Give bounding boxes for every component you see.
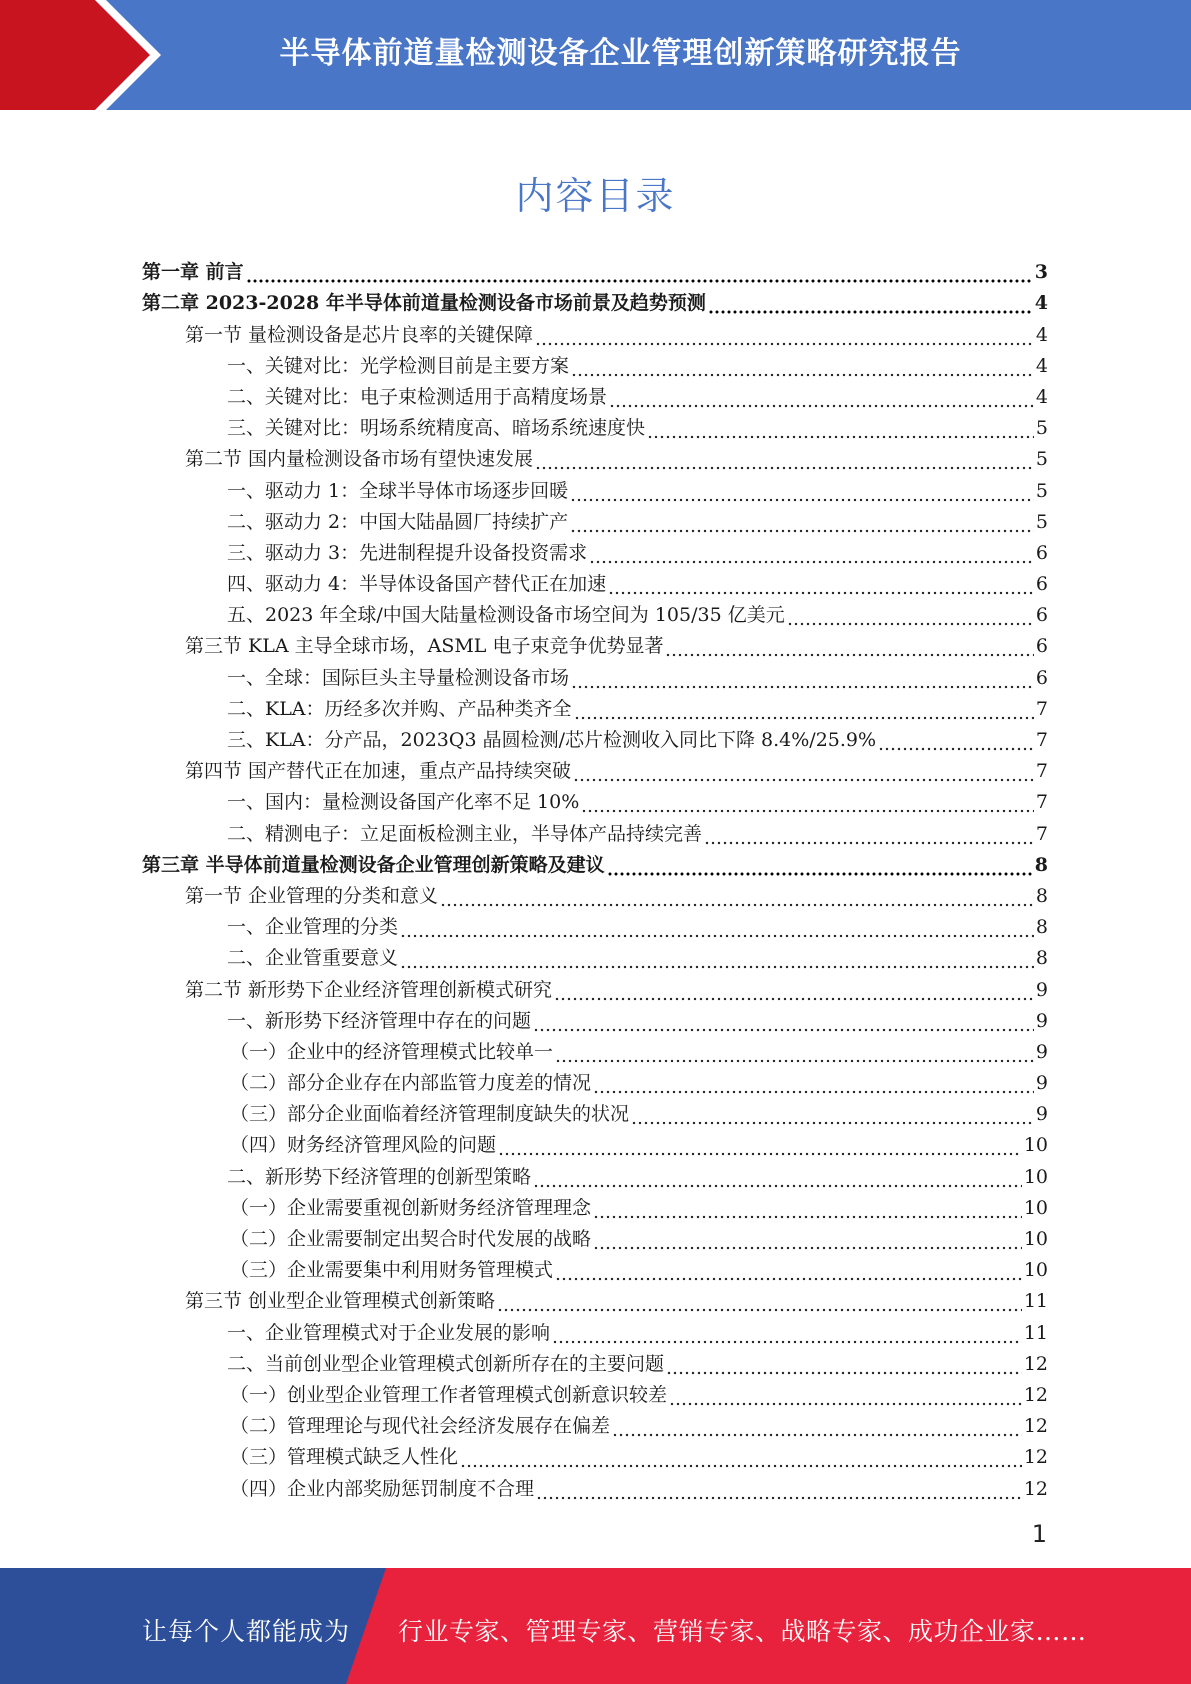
toc-entry[interactable] [142, 1283, 1048, 1314]
dot-leader [555, 1263, 1022, 1283]
dot-leader [570, 515, 1034, 535]
toc-entry-page: 6 [1035, 666, 1048, 689]
toc-entry-title: （三）企业需要集中利用财务管理模式 [230, 1259, 554, 1282]
toc-entry-page: 12 [1023, 1446, 1048, 1469]
toc-entry-title: （二）管理理论与现代社会经济发展存在偏差 [230, 1415, 611, 1438]
toc-entry-page: 8 [1035, 916, 1048, 939]
toc-entry-page: 5 [1035, 448, 1048, 471]
toc-entry-title: 第三节 KLA 主导全球市场，ASML 电子束竞争优势显著 [185, 635, 664, 658]
toc-entry[interactable] [142, 535, 1048, 566]
toc-entry[interactable] [142, 1408, 1048, 1439]
toc-entry-page: 7 [1035, 791, 1048, 814]
dot-leader [552, 1326, 1022, 1346]
dot-leader [589, 546, 1034, 566]
toc-entry[interactable] [142, 628, 1048, 659]
toc-entry-page: 7 [1035, 729, 1048, 751]
toc-entry[interactable] [142, 971, 1048, 1002]
dot-leader [535, 452, 1034, 472]
dot-leader [497, 1294, 1022, 1314]
dot-leader [570, 484, 1034, 504]
header-banner [0, 0, 1191, 110]
dot-leader [536, 1482, 1022, 1502]
toc-entry[interactable] [142, 348, 1048, 379]
toc-entry[interactable] [142, 753, 1048, 784]
dot-leader [571, 359, 1034, 379]
dot-leader [708, 296, 1033, 316]
toc-entry-title: 四、驱动力 4：半导体设备国产替代正在加速 [227, 573, 607, 596]
toc-entry[interactable] [142, 815, 1048, 846]
toc-entry[interactable] [142, 472, 1048, 503]
dot-leader [607, 858, 1033, 878]
toc-entry-page: 6 [1035, 635, 1048, 658]
toc-entry-page: 9 [1035, 1009, 1048, 1032]
dot-leader [669, 1388, 1022, 1408]
toc-entry[interactable] [142, 909, 1048, 940]
toc-entry-page: 5 [1035, 417, 1048, 440]
toc-entry[interactable] [142, 1346, 1048, 1377]
toc-entry-title: 三、关键对比：明场系统精度高、暗场系统速度快 [227, 417, 646, 440]
dot-leader [581, 795, 1034, 815]
dot-leader [533, 1014, 1034, 1034]
dot-leader [593, 1076, 1034, 1096]
toc-entry[interactable] [142, 441, 1048, 472]
dot-leader [878, 733, 1034, 753]
toc-entry[interactable] [142, 878, 1048, 909]
toc-entry-page: 8 [1035, 947, 1048, 970]
toc-entry[interactable] [142, 316, 1048, 347]
toc-entry-title: （二）企业需要制定出契合时代发展的战略 [230, 1228, 592, 1250]
toc-entry-page: 7 [1035, 760, 1048, 783]
dot-leader [609, 390, 1034, 410]
toc-entry-title: 第三节 创业型企业管理模式创新策略 [185, 1290, 496, 1313]
toc-entry-title: 三、KLA：分产品，2023Q3 晶圆检测/芯片检测收入同比下降 8.4%/25.9% [227, 729, 877, 751]
toc-heading: 内容目录 [515, 174, 676, 218]
toc-entry-title: 三、驱动力 3：先进制程提升设备投资需求 [227, 541, 588, 564]
dot-leader [440, 889, 1034, 909]
dot-leader [555, 1045, 1034, 1065]
toc-entry[interactable] [142, 1158, 1048, 1189]
toc-entry-title: （一）创业型企业管理工作者管理模式创新意识较差 [230, 1383, 668, 1406]
toc-entry-page: 9 [1035, 978, 1048, 1001]
dot-leader [665, 639, 1033, 659]
dot-leader [787, 608, 1034, 628]
toc-entry-page: 4 [1034, 292, 1048, 315]
toc-entry[interactable] [142, 784, 1048, 815]
report-title: 半导体前道量检测设备企业管理创新策略研究报告 [279, 36, 962, 71]
toc-entry-title: （一）企业需要重视创新财务经济管理理念 [230, 1196, 592, 1219]
toc-entry-title: 第一章 前言 [142, 261, 244, 284]
toc-entry[interactable] [142, 1127, 1048, 1158]
toc-entry-page: 6 [1035, 541, 1048, 564]
toc-entry-page: 11 [1023, 1321, 1048, 1344]
toc-entry-page: 12 [1023, 1383, 1048, 1406]
toc-entry[interactable] [142, 1065, 1048, 1096]
dot-leader [574, 702, 1034, 722]
dot-leader [647, 421, 1034, 441]
toc-entry[interactable] [142, 597, 1048, 628]
footer-slogan-right: 行业专家、管理专家、营销专家、战略专家、成功企业家…… [398, 1617, 1087, 1646]
toc-entry-page: 6 [1035, 604, 1048, 627]
toc-entry-title: 一、国内：量检测设备国产化率不足 10% [227, 791, 580, 814]
toc-entry-title: 二、驱动力 2：中国大陆晶圆厂持续扩产 [227, 510, 569, 533]
toc-entry-page: 9 [1035, 1072, 1048, 1095]
toc-entry[interactable] [142, 940, 1048, 971]
dot-leader [608, 577, 1034, 597]
toc-entry-title: 二、新形势下经济管理的创新型策略 [227, 1165, 532, 1188]
toc-entry[interactable] [142, 1252, 1048, 1283]
dot-leader [666, 1357, 1022, 1377]
toc-entry-title: （四）企业内部奖励惩罚制度不合理 [230, 1477, 535, 1500]
toc-entry-page: 10 [1023, 1228, 1048, 1250]
toc-entry-title: 一、全球：国际巨头主导量检测设备市场 [227, 666, 570, 689]
table-of-contents [142, 254, 1048, 1502]
toc-entry-title: 二、KLA：历经多次并购、产品种类齐全 [227, 697, 572, 720]
toc-entry-page: 10 [1023, 1259, 1048, 1282]
dot-leader [554, 983, 1034, 1003]
toc-entry[interactable] [142, 1096, 1048, 1127]
dot-leader [612, 1419, 1022, 1439]
toc-entry-title: 一、企业管理模式对于企业发展的影响 [227, 1321, 551, 1344]
dot-leader [400, 951, 1034, 971]
dot-leader [533, 1170, 1022, 1190]
toc-entry[interactable] [142, 1034, 1048, 1065]
toc-entry-page: 8 [1035, 884, 1048, 907]
toc-entry[interactable] [142, 410, 1048, 441]
toc-entry[interactable] [142, 1190, 1048, 1221]
dot-leader [571, 671, 1034, 691]
dot-leader [573, 764, 1034, 784]
toc-entry[interactable] [142, 379, 1048, 410]
toc-entry-title: （三）管理模式缺乏人性化 [230, 1446, 459, 1469]
toc-entry-title: 二、企业管重要意义 [227, 947, 399, 970]
toc-entry-title: 第二节 新形势下企业经济管理创新模式研究 [185, 978, 553, 1001]
toc-entry[interactable] [142, 659, 1048, 690]
toc-entry-page: 7 [1035, 697, 1048, 720]
toc-entry[interactable] [142, 1221, 1048, 1252]
toc-entry-title: 第三章 半导体前道量检测设备企业管理创新策略及建议 [142, 853, 605, 876]
toc-entry-title: 第一节 量检测设备是芯片良率的关键保障 [185, 323, 534, 346]
toc-entry-page: 12 [1023, 1477, 1048, 1500]
toc-entry-title: 二、当前创业型企业管理模式创新所存在的主要问题 [227, 1352, 665, 1375]
toc-entry-page: 10 [1023, 1196, 1048, 1219]
toc-entry-title: 第四节 国产替代正在加速，重点产品持续突破 [185, 760, 572, 783]
toc-entry[interactable] [142, 847, 1048, 878]
dot-leader [593, 1201, 1022, 1221]
toc-entry-title: 五、2023 年全球/中国大陆量检测设备市场空间为 105/35 亿美元 [227, 604, 785, 627]
toc-entry-title: 第二章 2023-2028 年半导体前道量检测设备市场前景及趋势预测 [142, 292, 706, 315]
toc-entry-page: 7 [1035, 822, 1048, 845]
toc-entry-page: 6 [1035, 573, 1048, 596]
toc-entry-page: 10 [1023, 1134, 1048, 1157]
toc-entry[interactable] [142, 504, 1048, 535]
toc-entry-page: 12 [1023, 1352, 1048, 1375]
toc-entry[interactable] [142, 1377, 1048, 1408]
toc-entry-title: 二、关键对比：电子束检测适用于高精度场景 [227, 385, 608, 408]
toc-entry-title: 一、新形势下经济管理中存在的问题 [227, 1009, 532, 1032]
dot-leader [498, 1138, 1022, 1158]
toc-entry-title: （二）部分企业存在内部监管力度差的情况 [230, 1072, 592, 1095]
toc-entry-title: 一、企业管理的分类 [227, 916, 399, 939]
toc-entry[interactable] [142, 1314, 1048, 1345]
dot-leader [400, 920, 1034, 940]
footer-banner [0, 1568, 1191, 1684]
toc-entry[interactable] [142, 566, 1048, 597]
toc-entry-page: 5 [1035, 479, 1048, 502]
toc-entry-page: 9 [1035, 1103, 1048, 1126]
toc-entry-title: 一、驱动力 1：全球半导体市场逐步回暖 [227, 479, 569, 502]
toc-entry[interactable] [142, 1439, 1048, 1470]
toc-entry-page: 8 [1034, 853, 1048, 876]
toc-entry[interactable] [142, 1003, 1048, 1034]
toc-entry-title: 二、精测电子：立足面板检测主业，半导体产品持续完善 [227, 822, 703, 845]
toc-entry-page: 10 [1023, 1165, 1048, 1188]
toc-entry-title: （三）部分企业面临着经济管理制度缺失的状况 [230, 1103, 630, 1126]
toc-entry[interactable] [142, 1470, 1048, 1501]
toc-entry-page: 4 [1035, 323, 1048, 346]
dot-leader [246, 265, 1033, 285]
dot-leader [593, 1232, 1022, 1252]
toc-entry-title: （四）财务经济管理风险的问题 [230, 1134, 497, 1157]
toc-entry-page: 4 [1035, 385, 1048, 408]
toc-entry-title: 一、关键对比：光学检测目前是主要方案 [227, 354, 570, 377]
toc-entry-page: 12 [1023, 1415, 1048, 1438]
toc-entry[interactable] [142, 722, 1048, 753]
toc-entry-page: 11 [1023, 1290, 1048, 1313]
toc-entry[interactable] [142, 285, 1048, 316]
dot-leader [631, 1107, 1034, 1127]
toc-entry[interactable] [142, 254, 1048, 285]
page-number: 1 [1031, 1520, 1047, 1548]
toc-entry-title: 第二节 国内量检测设备市场有望快速发展 [185, 448, 534, 471]
toc-entry-title: （一）企业中的经济管理模式比较单一 [230, 1040, 554, 1063]
dot-leader [460, 1450, 1022, 1470]
dot-leader [535, 328, 1034, 348]
toc-entry-page: 5 [1035, 510, 1048, 533]
toc-entry-page: 4 [1035, 354, 1048, 377]
footer-slogan-left: 让每个人都能成为 [142, 1617, 351, 1646]
toc-entry-title: 第一节 企业管理的分类和意义 [185, 884, 439, 907]
toc-entry-page: 3 [1034, 261, 1048, 284]
toc-entry-page: 9 [1035, 1040, 1048, 1063]
dot-leader [704, 827, 1034, 847]
toc-entry[interactable] [142, 691, 1048, 722]
